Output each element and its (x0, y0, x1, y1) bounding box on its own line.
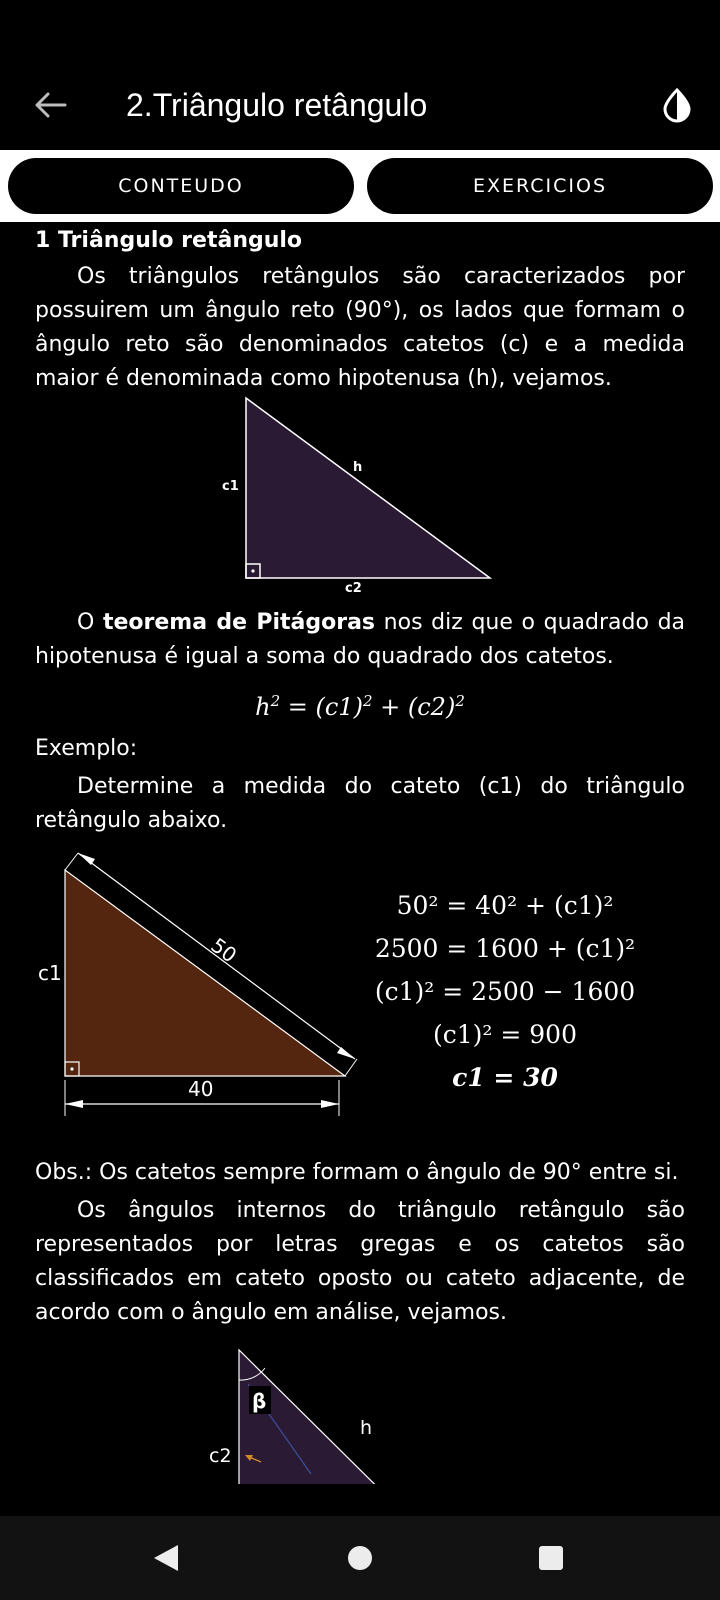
tab-exercicios[interactable]: EXERCICIOS (367, 158, 713, 214)
system-nav-bar (0, 1516, 720, 1600)
equation-line: 2500 = 1600 + (c1)² (374, 934, 636, 963)
angles-triangle-figure (35, 1344, 685, 1484)
hyp-arrow-end (337, 1047, 355, 1059)
back-button[interactable] (28, 82, 74, 128)
c2-label: c2 (209, 1445, 232, 1467)
content-scroll[interactable] (35, 222, 685, 1516)
angles-triangle-shape (239, 1350, 435, 1484)
example-figure-row (35, 844, 685, 1144)
nav-back-button[interactable] (144, 1536, 188, 1580)
label-c2: c2 (345, 581, 362, 596)
arrow-left-icon (35, 92, 67, 118)
equation-line: 50² = 40² + (c1)² (396, 891, 614, 920)
c1-label: c1 (38, 961, 62, 985)
square-recents-icon (537, 1544, 565, 1572)
equation-result: c1 = 30 (452, 1063, 558, 1092)
equation-line: (c1)² = 2500 − 1600 (374, 977, 636, 1006)
solution-equations (355, 884, 655, 1099)
tab-conteudo[interactable]: CONTEUDO (8, 158, 354, 214)
example-label: Exemplo: (35, 736, 138, 761)
angles-paragraph: Os ângulos internos do triângulo retângulo são representados por letras gregas e os catetos são classificados em cateto oposto ou cateto adjacente, de acordo com o ângulo em análise, vejamos. (35, 1198, 685, 1325)
right-angle-dot (251, 569, 254, 572)
h-label: h (360, 1417, 373, 1439)
tab-bar (0, 150, 720, 222)
intro-paragraph: Os triângulos retângulos são caracterizados por possuirem um ângulo reto (90°), os lados que formam o ângulo reto são denominados catetos (c) e a medida maior é denominada como hipotenusa (h), vejamos. (35, 264, 685, 391)
circle-home-icon (346, 1544, 374, 1572)
pitagoras-paragraph: O teorema de Pitágoras nos diz que o quadrado da hipotenusa é igual a soma do quadrado dos catetos. (35, 610, 685, 669)
label-h: h (353, 460, 363, 475)
contrast-toggle-button[interactable] (654, 82, 700, 128)
triangle-back-icon (152, 1543, 180, 1573)
right-triangle-figure (35, 396, 685, 596)
nav-recents-button[interactable] (529, 1536, 573, 1580)
page-title: 2.Triângulo retângulo (126, 87, 428, 123)
example-triangle-shape (65, 870, 345, 1076)
beta-label: β (252, 1389, 267, 1413)
example-triangle-figure (35, 844, 365, 1134)
obs-paragraph: Obs.: Os catetos sempre formam o ângulo de 90° entre si. (35, 1160, 679, 1185)
pythagorean-formula: $h^2 = (c1)^2 + (c2)^2$ (255, 692, 465, 721)
label-c1: c1 (222, 479, 239, 494)
example-paragraph: Determine a medida do cateto (c1) do triângulo retângulo abaixo. (35, 774, 685, 833)
section-heading: 1 Triângulo retângulo (35, 228, 303, 253)
equation-line: (c1)² = 900 (433, 1020, 577, 1049)
nav-home-button[interactable] (338, 1536, 382, 1580)
app-bar (0, 60, 720, 150)
base-label: 40 (188, 1077, 214, 1101)
pitagoras-term: teorema de Pitágoras (102, 610, 376, 635)
triangle-shape (246, 398, 490, 578)
hyp-label: 50 (206, 932, 242, 968)
contrast-icon (660, 87, 694, 123)
